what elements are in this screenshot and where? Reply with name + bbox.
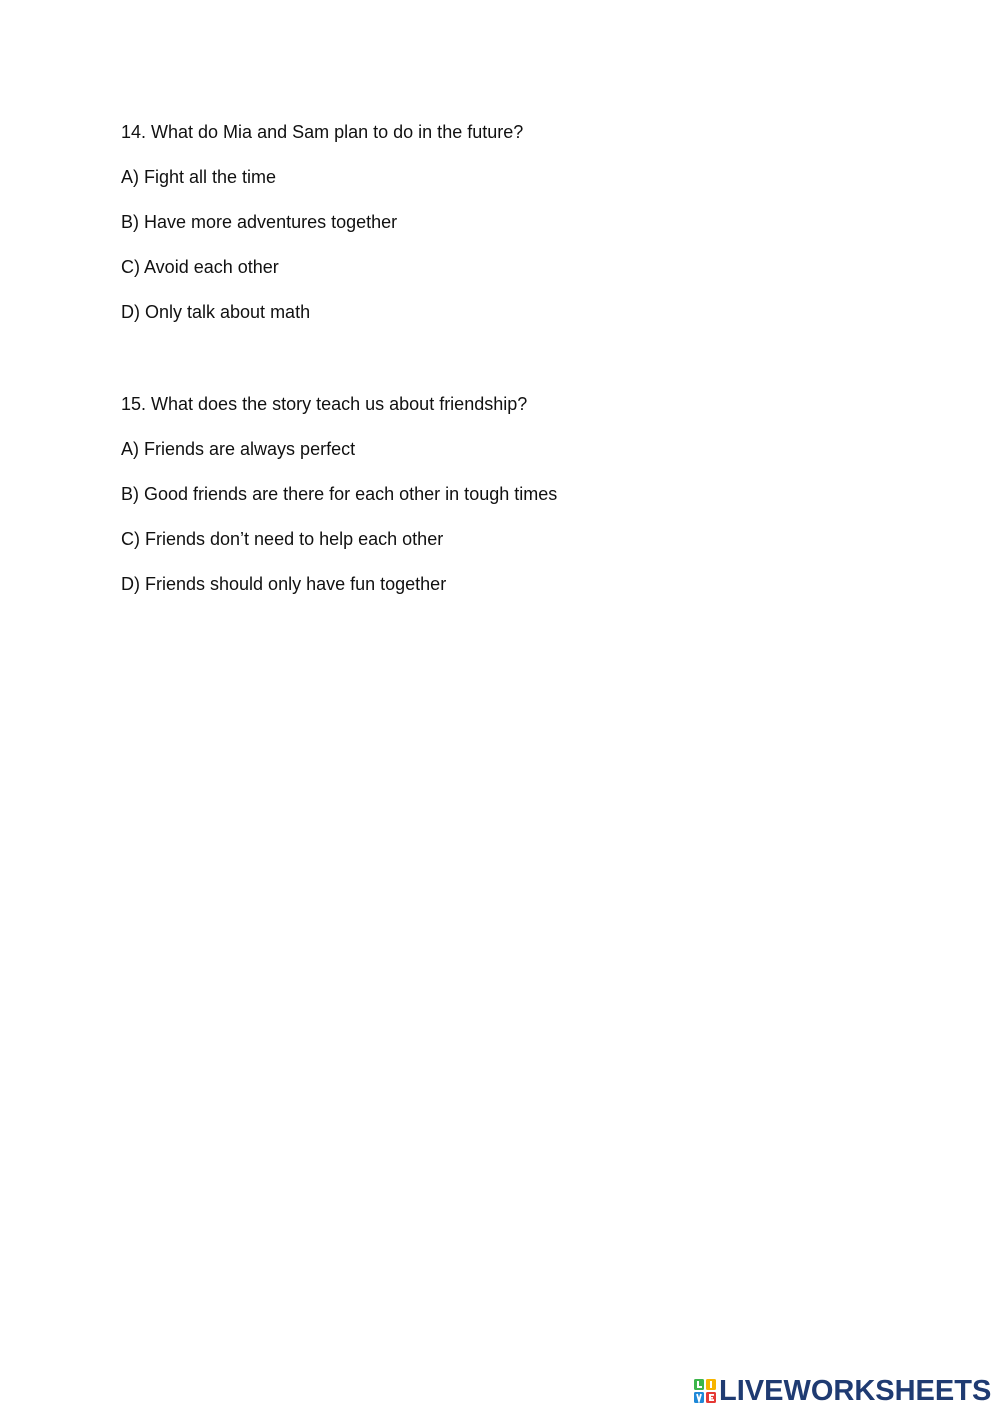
answer-option-c: C) Friends don’t need to help each other: [121, 529, 444, 549]
answer-option-c: C) Avoid each other: [121, 257, 279, 277]
answer-option-d: D) Only talk about math: [121, 302, 311, 322]
answer-option-b: B) Have more adventures together: [121, 212, 398, 232]
liveworksheets-brand-text: LIVEWORKSHEETS: [719, 1375, 992, 1407]
liveworksheets-logo: [694, 1376, 991, 1406]
liveworksheets-logo-icon: [694, 1379, 716, 1403]
answer-option-b: B) Good friends are there for each other in tough times: [121, 484, 558, 504]
answer-option-d: D) Friends should only have fun together: [121, 574, 447, 594]
question-prompt: 15. What does the story teach us about friendship?: [121, 394, 528, 414]
question-prompt: 14. What do Mia and Sam plan to do in the future?: [121, 122, 524, 142]
answer-option-a: A) Friends are always perfect: [121, 439, 356, 459]
answer-option-a: A) Fight all the time: [121, 167, 277, 187]
